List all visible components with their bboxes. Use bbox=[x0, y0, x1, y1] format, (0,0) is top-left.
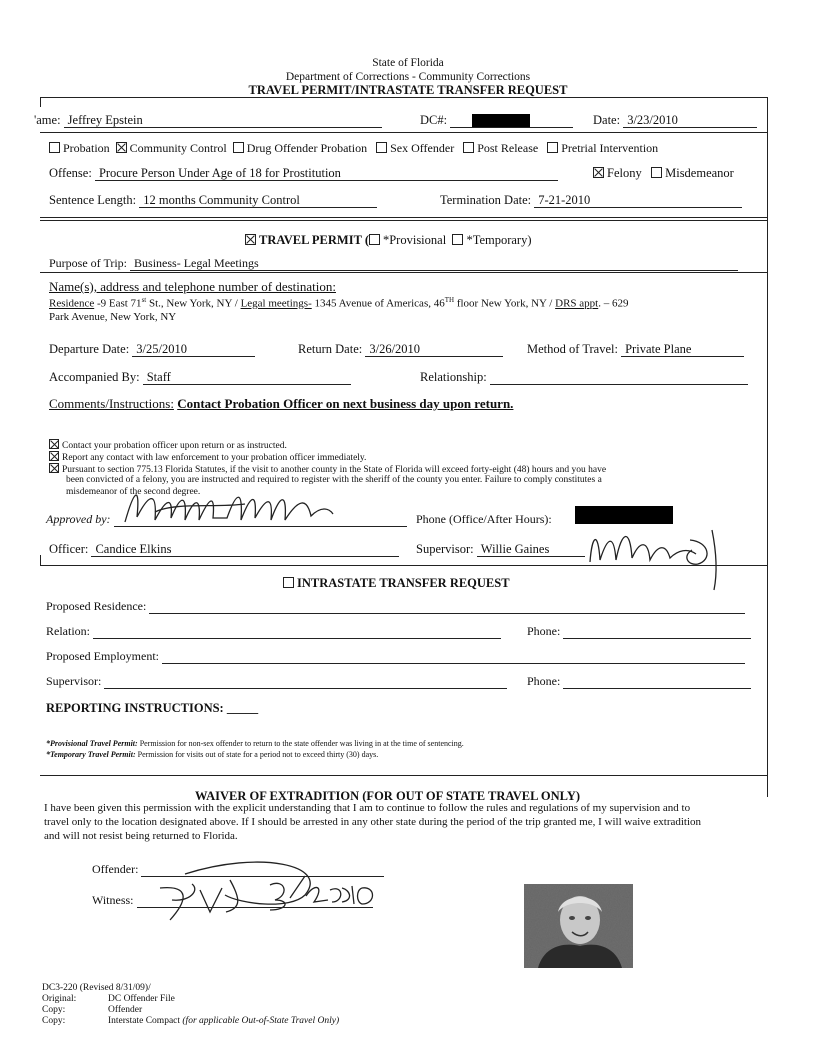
dc-redaction bbox=[472, 114, 530, 127]
departure-value: 3/25/2010 bbox=[136, 342, 187, 356]
supervisor-field[interactable] bbox=[477, 543, 585, 557]
misdemeanor-label: Misdemeanor bbox=[665, 166, 734, 180]
destination-label: Name(s), address and telephone number of destination: bbox=[49, 279, 336, 294]
destination-text-3: 1345 Avenue of Americas, 46 bbox=[311, 297, 445, 310]
status-row bbox=[49, 141, 658, 156]
destination-legal: Legal meetings- bbox=[240, 297, 312, 310]
termination-field[interactable] bbox=[534, 194, 742, 208]
felony-checkbox[interactable] bbox=[593, 167, 604, 178]
drug-offender-label: Drug Offender Probation bbox=[246, 141, 368, 155]
destination-text-1: -9 East 71 bbox=[94, 297, 142, 310]
temporary-checkbox[interactable] bbox=[452, 234, 463, 245]
travel-permit-title: TRAVEL PERMIT ( bbox=[259, 233, 369, 247]
drug-offender-checkbox[interactable] bbox=[233, 142, 244, 153]
officer-field[interactable] bbox=[91, 543, 399, 557]
destination-line-2: Park Avenue, New York, NY bbox=[49, 311, 177, 323]
name-field[interactable] bbox=[64, 114, 382, 128]
instruction-3-line-1: Pursuant to section 775.13 Florida Statutes, if the visit to another county in the State of Florida will exceed forty-eight (48) hours and you have bbox=[62, 465, 607, 475]
waiver-title: WAIVER OF EXTRADITION (FOR OUT OF STATE TRAVEL ONLY) bbox=[195, 789, 581, 803]
termination-label: Termination Date: bbox=[440, 193, 532, 207]
accompanied-label: Accompanied By: bbox=[49, 370, 140, 384]
transfer-phone-2-field[interactable] bbox=[563, 675, 751, 689]
offender-signature-label: Offender: bbox=[92, 862, 139, 876]
officer-value: Candice Elkins bbox=[95, 542, 172, 556]
transfer-supervisor-field[interactable] bbox=[104, 675, 507, 689]
transfer-phone-label: Phone: bbox=[527, 624, 561, 638]
relationship-field[interactable] bbox=[490, 371, 748, 385]
instruction-3-line-2: been convicted of a felony, you are instructed and required to register with the sheriff of the county you enter. Failure to comply constitutes a bbox=[66, 475, 602, 485]
transfer-phone-2-label: Phone: bbox=[527, 674, 561, 688]
destination-text-4: floor New York, NY / bbox=[454, 297, 556, 310]
supervisor-signature bbox=[570, 520, 720, 595]
probation-checkbox[interactable] bbox=[49, 142, 60, 153]
instruction-3-checkbox[interactable] bbox=[49, 463, 59, 473]
temporary-footnote-text: Permission for visits out of state for a period not to exceed thirty (30) days. bbox=[135, 750, 379, 759]
misdemeanor-checkbox[interactable] bbox=[651, 167, 662, 178]
sex-offender-label: Sex Offender bbox=[390, 141, 455, 155]
waiver-line-1: I have been given this permission with the explicit understanding that I am to continue to follow the rules and regulations of my supervision and to bbox=[44, 802, 691, 814]
copy-2-label: Copy: bbox=[42, 1016, 66, 1026]
transfer-title: INTRASTATE TRANSFER REQUEST bbox=[297, 576, 510, 590]
witness-signature-label: Witness: bbox=[92, 893, 134, 907]
officer-signature bbox=[115, 482, 345, 532]
termination-value: 7-21-2010 bbox=[538, 193, 591, 207]
original-label: Original: bbox=[42, 994, 77, 1004]
reporting-instructions: REPORTING INSTRUCTIONS: _____ bbox=[46, 701, 259, 715]
destination-sup-2: TH bbox=[444, 296, 455, 304]
instruction-1-checkbox[interactable] bbox=[49, 439, 59, 449]
provisional-footnote-text: Permission for non-sex offender to return to the state offender was living in at the time of sentencing. bbox=[137, 739, 464, 748]
destination-drs: DRS appt bbox=[555, 297, 599, 310]
proposed-employment-field[interactable] bbox=[162, 650, 745, 664]
copy-2-value: Interstate Compact bbox=[108, 1016, 181, 1026]
date-value: 3/23/2010 bbox=[627, 113, 678, 127]
purpose-field[interactable] bbox=[130, 257, 738, 271]
destination-text-2: St., New York, NY / bbox=[146, 297, 241, 310]
offender-photo bbox=[524, 884, 633, 968]
instruction-2: Report any contact with law enforcement to your probation officer immediately. bbox=[62, 453, 367, 463]
instruction-1: Contact your probation officer upon return or as instructed. bbox=[62, 441, 287, 451]
post-release-label: Post Release bbox=[477, 141, 539, 155]
dc-label: DC#: bbox=[420, 113, 448, 127]
probation-label: Probation bbox=[63, 141, 110, 155]
waiver-line-3: and will not resist being returned to Florida. bbox=[44, 830, 238, 842]
method-label: Method of Travel: bbox=[527, 342, 618, 356]
transfer-checkbox[interactable] bbox=[283, 577, 294, 588]
felony-label: Felony bbox=[607, 166, 642, 180]
name-value: Jeffrey Epstein bbox=[67, 113, 143, 127]
sentence-field[interactable] bbox=[139, 194, 377, 208]
original-value: DC Offender File bbox=[108, 994, 175, 1004]
method-value: Private Plane bbox=[625, 342, 692, 356]
supervisor-label: Supervisor: bbox=[416, 542, 474, 556]
approved-label: Approved by: bbox=[46, 512, 111, 526]
relationship-label: Relationship: bbox=[420, 370, 487, 384]
comments-label: Comments/Instructions: bbox=[49, 396, 174, 411]
officer-label: Officer: bbox=[49, 542, 89, 556]
pretrial-checkbox[interactable] bbox=[547, 142, 558, 153]
destination-residence: Residence bbox=[49, 297, 95, 310]
proposed-residence-label: Proposed Residence: bbox=[46, 599, 147, 613]
header-state: State of Florida bbox=[372, 57, 444, 69]
date-field[interactable] bbox=[623, 114, 757, 128]
destination-line-1 bbox=[49, 296, 628, 310]
waiver-line-2: travel only to the location designated above. If I should be arrested in any other state during the period of the trip granted me, I will waive extradition bbox=[44, 816, 702, 828]
transfer-supervisor-label: Supervisor: bbox=[46, 674, 102, 688]
supervisor-value: Willie Gaines bbox=[480, 542, 550, 556]
travel-permit-checkbox[interactable] bbox=[245, 234, 256, 245]
phone-label: Phone (Office/After Hours): bbox=[416, 512, 552, 526]
purpose-label: Purpose of Trip: bbox=[49, 256, 128, 270]
accompanied-field[interactable] bbox=[143, 371, 351, 385]
sentence-label: Sentence Length: bbox=[49, 193, 137, 207]
witness-signature bbox=[130, 840, 390, 930]
departure-field[interactable] bbox=[132, 343, 255, 357]
transfer-phone-field[interactable] bbox=[563, 625, 751, 639]
temporary-label: *Temporary) bbox=[466, 233, 532, 247]
return-value: 3/26/2010 bbox=[369, 342, 421, 356]
copy-2-note: (for applicable Out-of-State Travel Only) bbox=[182, 1016, 340, 1026]
proposed-residence-field[interactable] bbox=[149, 600, 745, 614]
name-label: 'ame: bbox=[34, 113, 61, 127]
copy-1-label: Copy: bbox=[42, 1005, 66, 1015]
community-control-checkbox[interactable] bbox=[116, 142, 127, 153]
departure-label: Departure Date: bbox=[49, 342, 130, 356]
sentence-value: 12 months Community Control bbox=[143, 193, 300, 207]
pretrial-label: Pretrial Intervention bbox=[561, 141, 659, 155]
provisional-footnote-label: *Provisional Travel Permit: bbox=[46, 739, 138, 748]
form-title: TRAVEL PERMIT/INTRASTATE TRANSFER REQUEST bbox=[248, 83, 568, 97]
relation-field[interactable] bbox=[93, 625, 501, 639]
offense-value: Procure Person Under Age of 18 for Prostitution bbox=[98, 166, 341, 180]
accompanied-value: Staff bbox=[146, 370, 171, 384]
offense-label: Offense: bbox=[49, 166, 92, 180]
sex-offender-checkbox[interactable] bbox=[376, 142, 387, 153]
travel-permit-heading bbox=[245, 233, 532, 248]
copy-1-value: Offender bbox=[108, 1005, 143, 1015]
name-row bbox=[34, 113, 382, 128]
relation-label: Relation: bbox=[46, 624, 90, 638]
form-id: DC3-220 (Revised 8/31/09)/ bbox=[42, 983, 151, 993]
offense-field[interactable] bbox=[95, 167, 558, 181]
date-label: Date: bbox=[593, 113, 621, 127]
instruction-2-checkbox[interactable] bbox=[49, 451, 59, 461]
community-control-label: Community Control bbox=[129, 141, 227, 155]
post-release-checkbox[interactable] bbox=[463, 142, 474, 153]
comments-value: Contact Probation Officer on next business day upon return. bbox=[177, 396, 514, 411]
destination-sup-1: st bbox=[141, 296, 147, 304]
purpose-value: Business- Legal Meetings bbox=[134, 256, 259, 270]
provisional-label: *Provisional bbox=[382, 233, 447, 247]
method-field[interactable] bbox=[621, 343, 744, 357]
proposed-employment-label: Proposed Employment: bbox=[46, 649, 159, 663]
dc-field[interactable] bbox=[450, 114, 573, 128]
provisional-checkbox[interactable] bbox=[369, 234, 380, 245]
header-department: Department of Corrections - Community Corrections bbox=[285, 71, 531, 83]
destination-text-5: . – 629 bbox=[598, 297, 629, 310]
instruction-3-line-3: misdemeanor of the second degree. bbox=[66, 487, 201, 497]
return-label: Return Date: bbox=[298, 342, 363, 356]
temporary-footnote-label: *Temporary Travel Permit: bbox=[46, 750, 136, 759]
return-field[interactable] bbox=[365, 343, 503, 357]
